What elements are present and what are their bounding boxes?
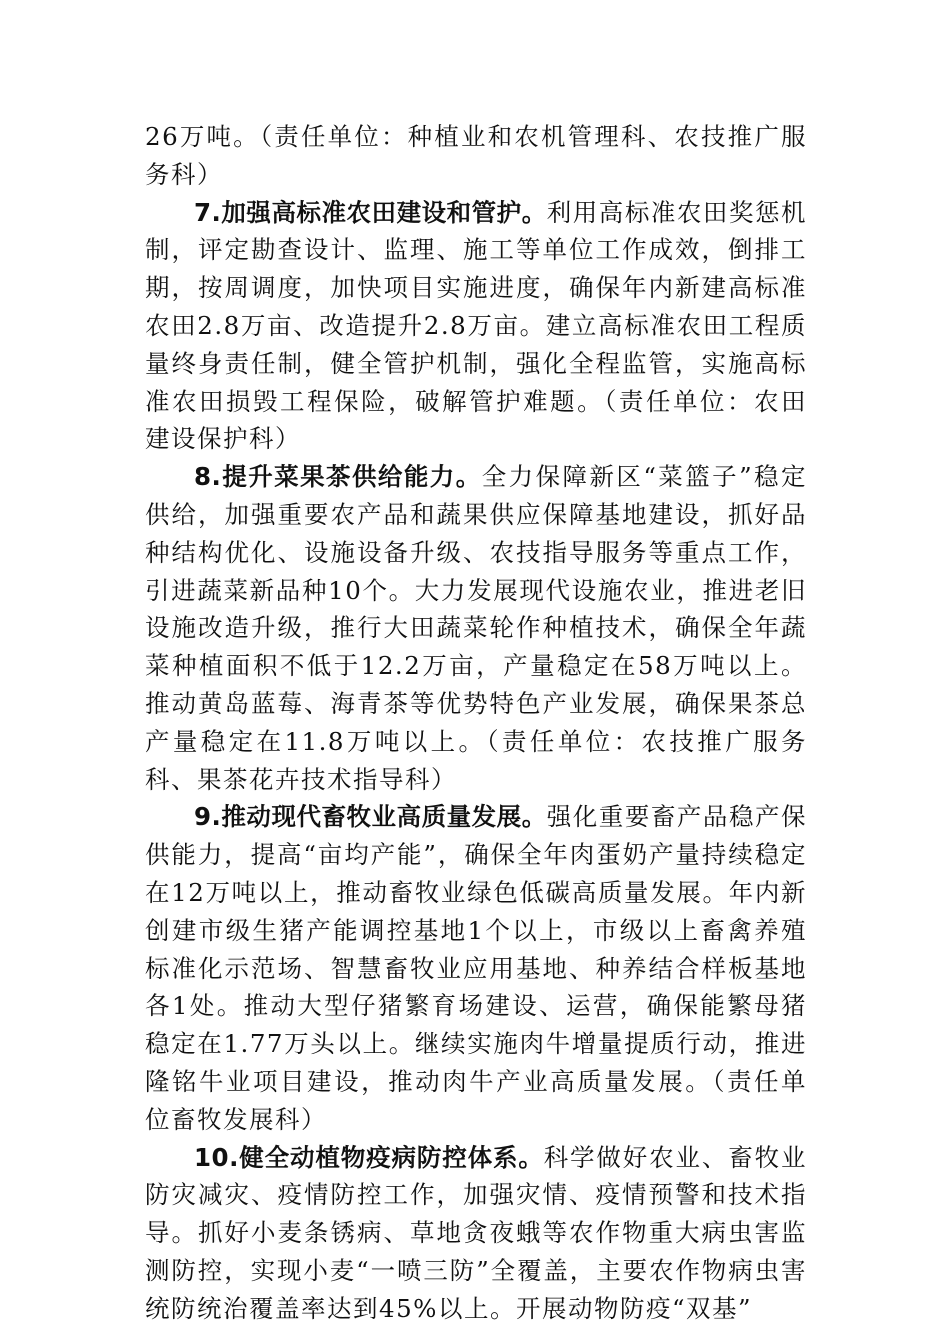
document-body [145, 118, 807, 1328]
paragraph-text: 强化重要畜产品稳产保供能力，提高“亩均产能”，确保全年肉蛋奶产量持续稳定在12万吨以上，推动畜牧业绿色低碳高质量发展。年内新创建市级生猪产能调控基地1个以上，市级以上畜禽养殖标准化示范场、智慧畜牧业应用基地、种养结合样板基地各1处。推动大型仔猪繁育场建设、运营，确保能繁母猪稳定在1.77万头以上。继续实施肉牛增量提质行动，推进隆铭牛业项目建设，推动肉牛产业高质量发展。（责任单位畜牧发展科） [145, 802, 807, 1134]
paragraph-text: 利用高标准农田奖惩机制，评定勘查设计、监理、施工等单位工作成效，倒排工期，按周调度，加快项目实施进度，确保年内新建高标准农田2.8万亩、改造提升2.8万亩。建立高标准农田工程质量终身责任制，健全管护机制，强化全程监管，实施高标准农田损毁工程保险，破解管护难题。（责任单位：农田建设保护科） [145, 197, 807, 454]
paragraph-item-10 [145, 1139, 807, 1328]
paragraph-text: 26万吨。（责任单位：种植业和农机管理科、农技推广服务科） [145, 122, 807, 189]
paragraph-heading: 9.推动现代畜牧业高质量发展。 [194, 802, 547, 832]
paragraph-item-8 [145, 458, 807, 798]
paragraph-heading: 8.提升菜果茶供给能力。 [194, 462, 482, 492]
paragraph-item-9 [145, 798, 807, 1138]
paragraph-text: 全力保障新区“菜篮子”稳定供给，加强重要农产品和蔬果供应保障基地建设，抓好品种结构优化、设施设备升级、农技指导服务等重点工作，引进蔬菜新品种10个。大力发展现代设施农业，推进老旧设施改造升级，推行大田蔬菜轮作种植技术，确保全年蔬菜种植面积不低于12.2万亩，产量稳定在58万吨以上。推动黄岛蓝莓、海青茶等优势特色产业发展，确保果茶总产量稳定在11.8万吨以上。（责任单位：农技推广服务科、果茶花卉技术指导科） [145, 462, 807, 794]
paragraph-heading: 7.加强高标准农田建设和管护。 [194, 197, 547, 227]
paragraph-item-7 [145, 194, 807, 459]
paragraph-heading: 10.健全动植物疫病防控体系。 [194, 1142, 544, 1172]
paragraph-continuation [145, 118, 807, 194]
paragraph-text: 科学做好农业、畜牧业防灾减灾、疫情防控工作，加强灾情、疫情预警和技术指导。抓好小麦条锈病、草地贪夜蛾等农作物重大病虫害监测防控，实现小麦“一喷三防”全覆盖，主要农作物病虫害统防统治覆盖率达到45%以上。开展动物防疫“双基” [145, 1142, 807, 1323]
